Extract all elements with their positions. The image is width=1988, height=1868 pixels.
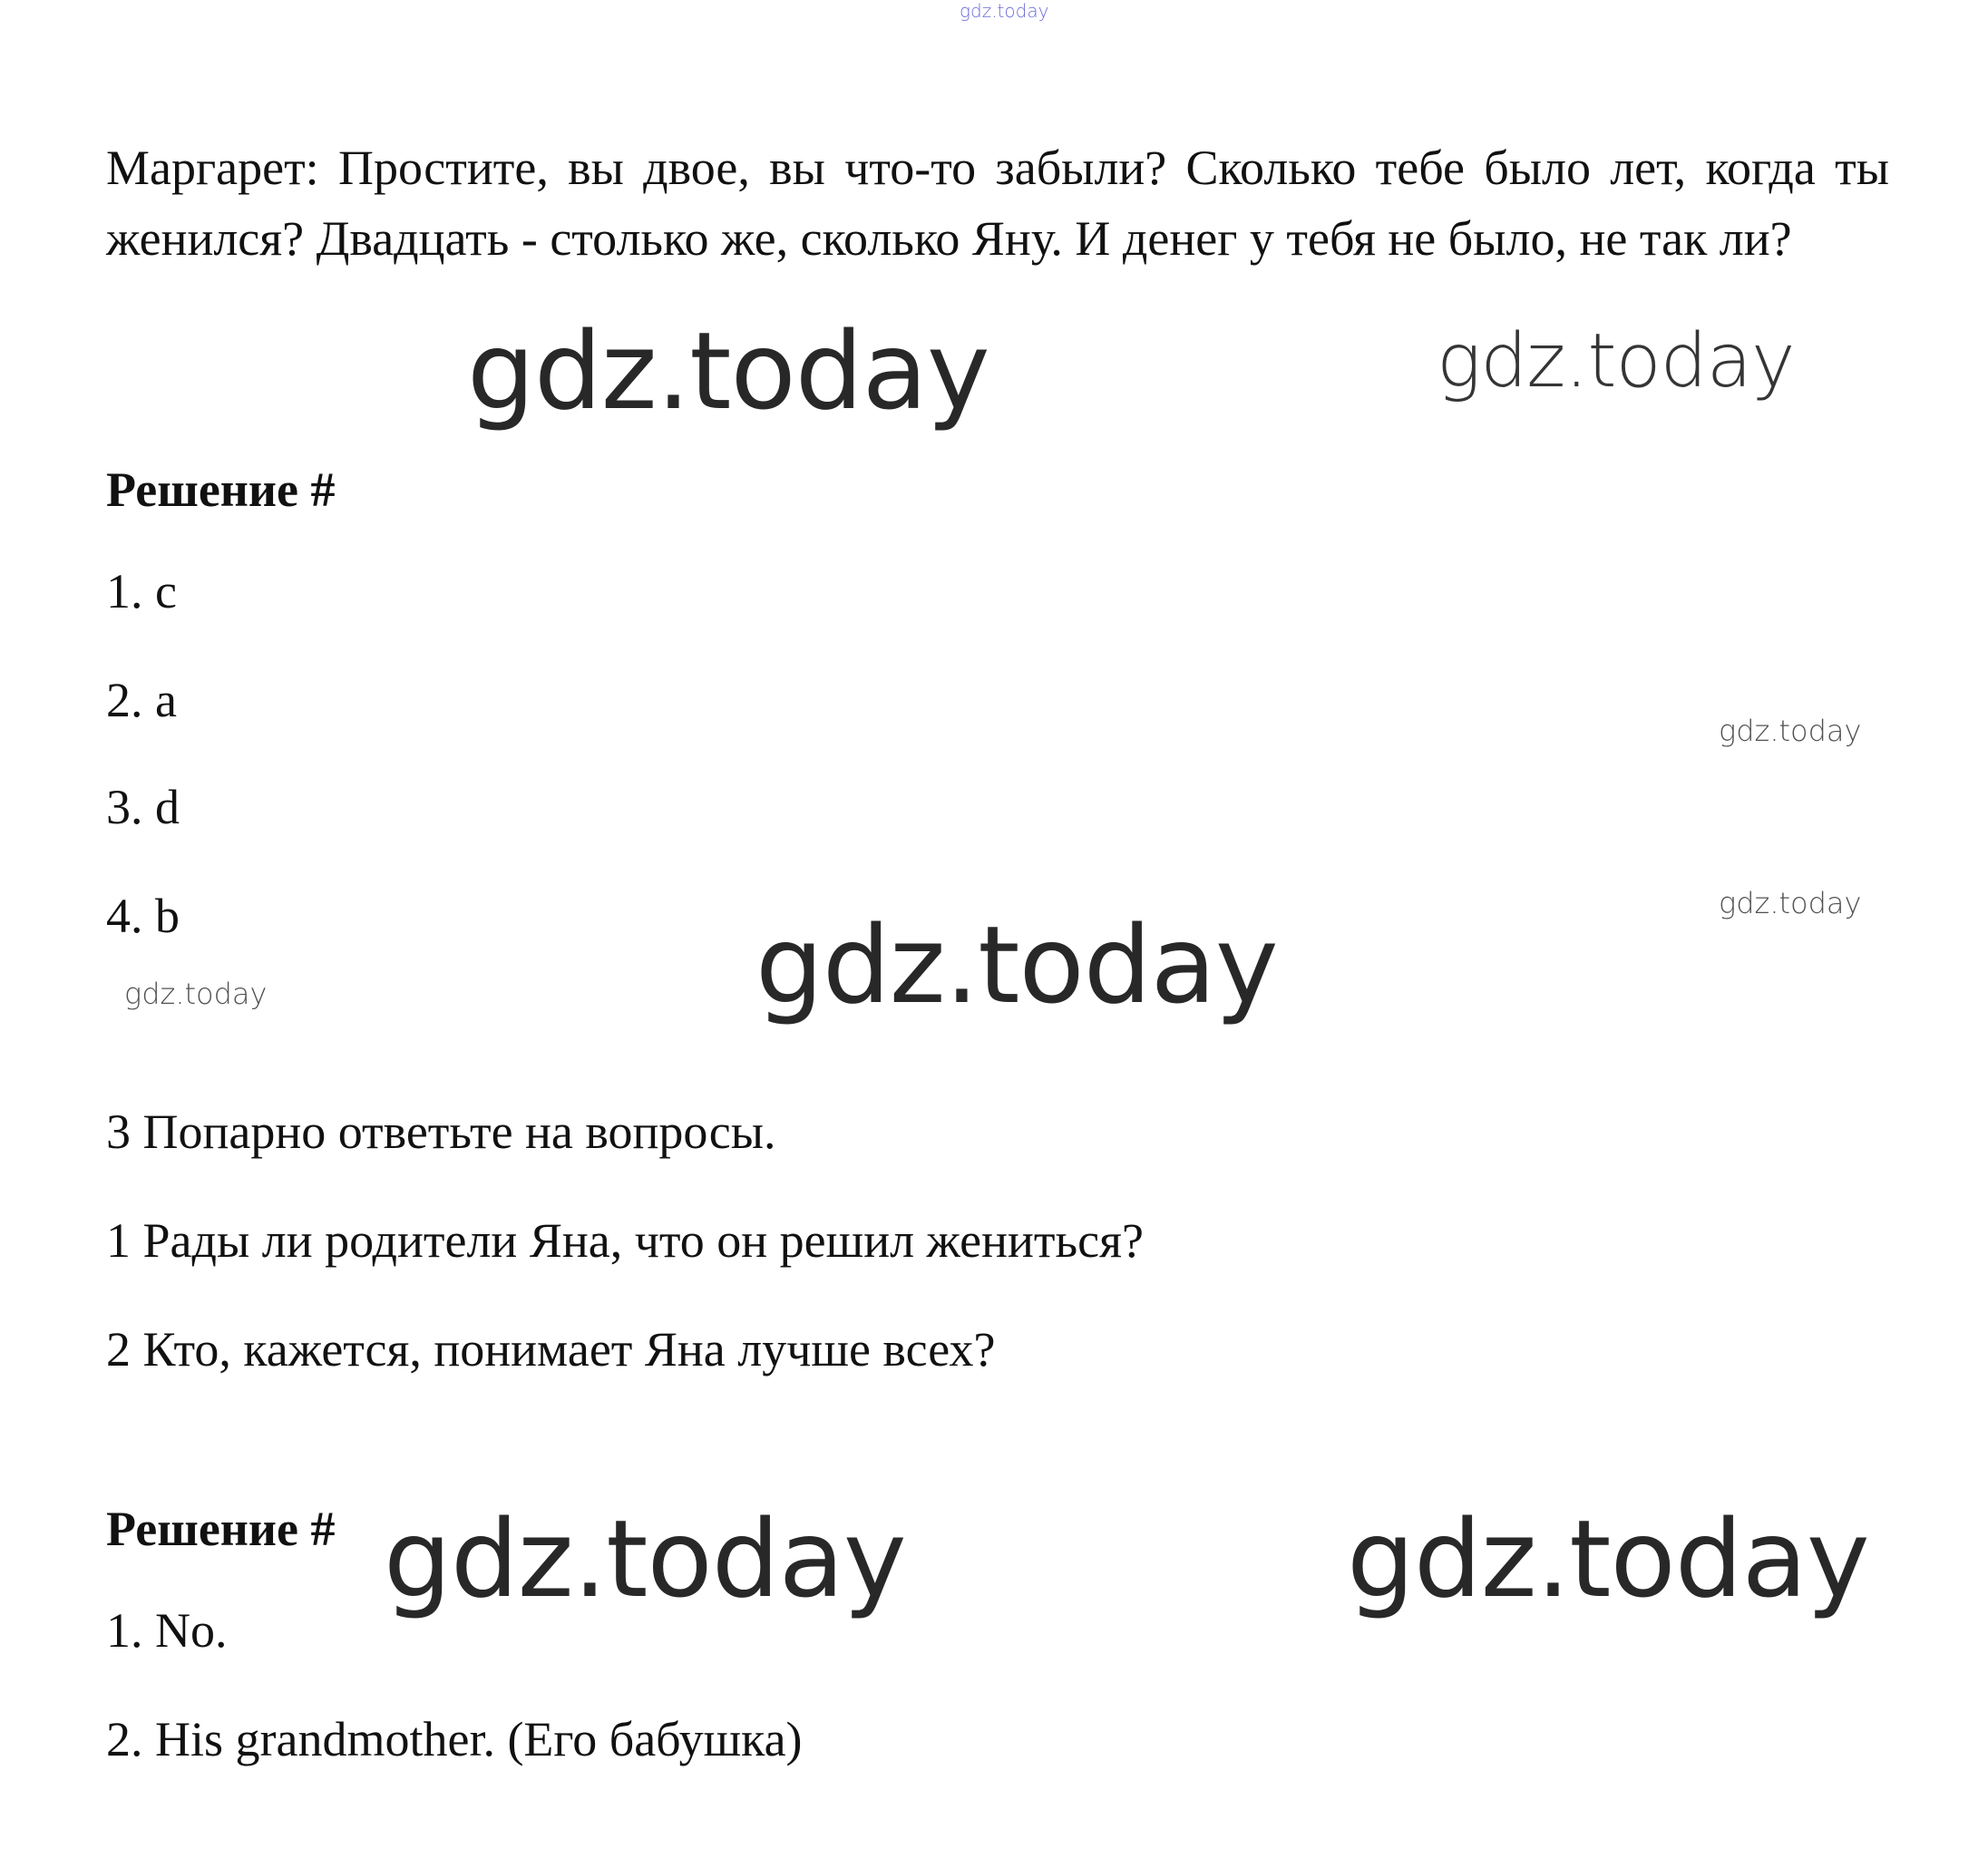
watermark-small: gdz.today: [1719, 886, 1862, 920]
answer-item: 1. No.: [106, 1603, 228, 1658]
answer-item: 4. b: [106, 889, 180, 943]
watermark-medium: gdz.today: [1437, 318, 1795, 404]
intro-paragraph: Маргарет: Простите, вы двое, вы что-то забыли? Сколько тебе было лет, когда ты женился? Двадцать - столько же, сколько Яну. И денег у тебя не было, не так ли?: [106, 141, 1889, 266]
answer-item: 2. a: [106, 673, 177, 727]
watermark-small: gdz.today: [1719, 714, 1862, 748]
watermark-large: gdz.today: [467, 308, 989, 433]
watermark-large: gdz.today: [384, 1496, 906, 1621]
watermark-large: gdz.today: [755, 902, 1278, 1027]
answer-item: 2. His grandmother. (Его бабушка): [106, 1712, 803, 1766]
solution-heading-2: Решение #: [106, 1502, 336, 1556]
question-item: 2 Кто, кажется, понимает Яна лучше всех?: [106, 1322, 996, 1377]
task-title: 3 Попарно ответьте на вопросы.: [106, 1104, 776, 1159]
solution-heading-1: Решение #: [106, 462, 336, 517]
question-item: 1 Рады ли родители Яна, что он решил жениться?: [106, 1213, 1144, 1268]
watermark-top: gdz.today: [960, 0, 1049, 22]
answer-item: 3. d: [106, 780, 180, 834]
watermark-large: gdz.today: [1347, 1496, 1869, 1621]
watermark-small: gdz.today: [124, 977, 268, 1011]
answer-item: 1. c: [106, 564, 177, 618]
